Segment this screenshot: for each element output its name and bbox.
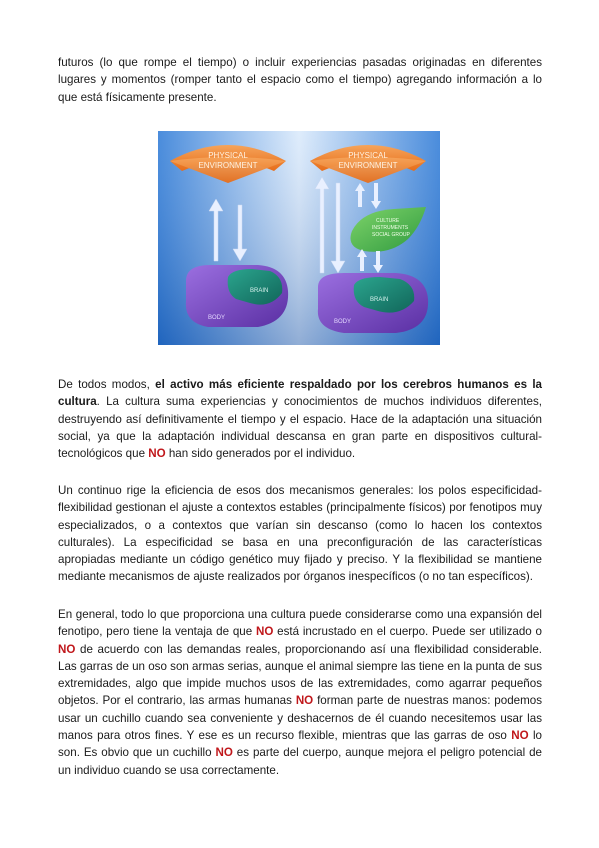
culture-label-2: INSTRUMENTS (372, 225, 409, 231)
paragraph-4: En general, todo lo que proporciona una cultura puede considerarse como una expansión del fenotipo, pero tiene la ventaja de que NO está incrustado en el cuerpo. Puede ser utilizado o NO de acuerdo con las demandas reales, proporcionando así una flexibilidad considerable. Las garras de un oso son armas serias, aunque el animal siempre las tiene en la punta de sus extremidades, algo que impide muchos usos de las extremidades, como agarrar pequeños objetos. Por el contrario, las armas humanas NO forman parte de nuestras manos: podemos usar un cuchillo cuando sea conveniente y deshacernos de él cuando necesitemos usar las manos para otros fines. Y ese es un recurso flexible, mientras que las garras de oso NO lo son. Es obvio que un cuchillo NO es parte del cuerpo, aunque mejora el peligro potencial de un individuo cuando se usa correctamente. (58, 608, 542, 777)
right-brain-label: BRAIN (370, 297, 389, 303)
right-body-label: BODY (334, 319, 352, 325)
no-highlight: NO (148, 447, 166, 461)
culture-label-3: SOCIAL GROUP (372, 232, 410, 238)
figure-svg (158, 131, 440, 345)
left-body-label: BODY (208, 315, 226, 321)
left-env-label-2: ENVIRONMENT (198, 161, 258, 170)
no-highlight: NO (215, 746, 233, 760)
right-env-label-1: PHYSICAL (348, 151, 388, 160)
paragraph-1: futuros (lo que rompe el tiempo) o incluir experiencias pasadas originadas en diferentes lugares y momentos (romper tanto el espacio como el tiempo) agregando información a lo que está físicamente presente. (58, 56, 542, 104)
environment-brain-culture-figure (158, 131, 440, 345)
left-brain-label: BRAIN (250, 288, 269, 294)
left-env-label-1: PHYSICAL (208, 151, 248, 160)
culture-label-1: CULTURE (376, 218, 400, 224)
no-highlight: NO (295, 694, 314, 708)
no-highlight: NO (255, 625, 274, 639)
bold-culture-statement: el activo más eficiente respaldado por los cerebros humanos es la cultura (58, 378, 543, 409)
no-highlight: NO (58, 642, 76, 656)
paragraph-3: Un continuo rige la eficiencia de esos dos mecanismos generales: los polos especificidad-flexibilidad gestionan el ajuste a contextos estables (principalmente físicos) por fenotipos muy especializados, o a contextos que varían sin descanso (como lo hacen los contextos culturales). La especificidad se basa en una preconfiguración de las características apropiadas mediante un código genético muy fijado y preciso. Y la flexibilidad se mantiene mediante mecanismos de ajuste realizados por órganos inespecíficos (o no tan específicos). (58, 484, 542, 584)
no-highlight: NO (511, 729, 529, 743)
paragraph-2: De todos modos, el activo más eficiente respaldado por los cerebros humanos es la cultura. La cultura suma experiencias y conocimientos de muchos individuos diferentes, destruyendo así definitivamente el tiempo y el espacio. Hace de la adaptación una situación social, ya que la adaptación individual descansa en gran parte en dispositivos cultural-tecnológicos que NO han sido generados por el individuo. (58, 378, 543, 461)
right-env-label-2: ENVIRONMENT (338, 161, 398, 170)
